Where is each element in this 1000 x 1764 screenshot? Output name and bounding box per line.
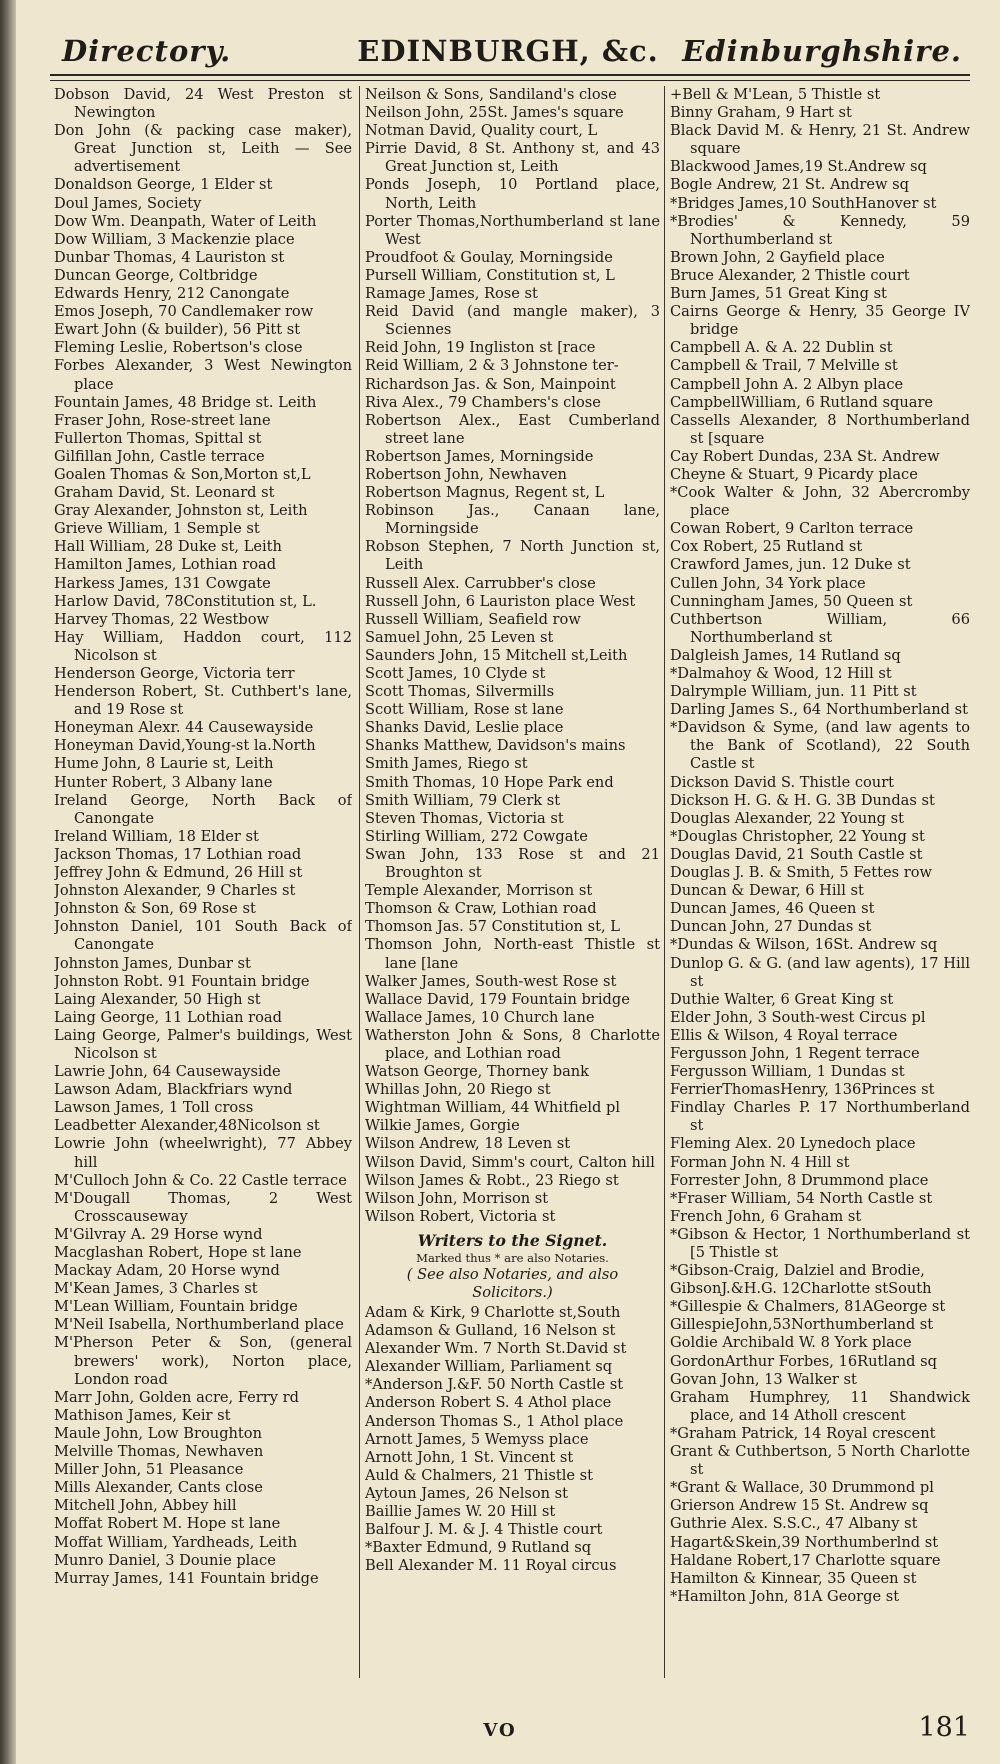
directory-entry: Honeyman David,Young-st la.North xyxy=(54,737,316,755)
page-header xyxy=(52,30,964,72)
directory-entry: Cullen John, 34 York place xyxy=(670,574,866,592)
directory-entry: Dobson David, 24 West Preston st Newington xyxy=(54,86,352,122)
directory-entry: Wallace James, 10 Church lane xyxy=(365,1008,595,1026)
directory-entry: Arnott James, 5 Wemyss place xyxy=(365,1430,589,1448)
directory-entry: Alexander Wm. 7 North St.David st xyxy=(365,1340,627,1358)
directory-entry: Emos Joseph, 70 Candlemaker row xyxy=(54,303,314,321)
directory-entry: Goalen Thomas & Son,Morton st,L xyxy=(54,465,311,483)
directory-entry: Hamilton James, Lothian road xyxy=(54,556,277,574)
directory-entry: Grierson Andrew 15 St. Andrew sq xyxy=(670,1497,929,1515)
directory-entry: Adamson & Gulland, 16 Nelson st xyxy=(365,1322,616,1340)
directory-entry: Cuthbertson William, 66 Northumberland st xyxy=(670,610,970,646)
directory-entry: Wilson John, Morrison st xyxy=(365,1189,549,1207)
directory-entry: Hay William, Haddon court, 112 Nicolson st xyxy=(54,628,352,664)
directory-entry: Aytoun James, 26 Nelson st xyxy=(365,1484,569,1502)
signature-mark: VO xyxy=(483,1720,517,1741)
directory-entry: Reid John, 19 Ingliston st [race xyxy=(365,339,596,357)
directory-entry: Watson George, Thorney bank xyxy=(365,1063,590,1081)
directory-entry: Mackay Adam, 20 Horse wynd xyxy=(54,1262,280,1280)
directory-entry: Ireland George, North Back of Canongate xyxy=(54,791,352,827)
directory-entry: M'Lean William, Fountain bridge xyxy=(54,1298,298,1316)
directory-entry: Balfour J. M. & J. 4 Thistle court xyxy=(365,1521,603,1539)
directory-entry: Murray James, 141 Fountain bridge xyxy=(54,1569,319,1587)
directory-entry: Fleming Leslie, Robertson's close xyxy=(54,339,303,357)
directory-entry: Goldie Archibald W. 8 York place xyxy=(670,1334,912,1352)
directory-entry: Reid David (and mangle maker), 3 Sciennes xyxy=(365,303,660,339)
directory-entry: Bell Alexander M. 11 Royal circus xyxy=(365,1557,617,1575)
directory-entry: *Hamilton John, 81A George st xyxy=(670,1587,900,1605)
directory-entry: Forman John N. 4 Hill st xyxy=(670,1153,850,1171)
directory-entry: Neilson John, 25St. James's square xyxy=(365,104,624,122)
directory-entry: Grant & Cuthbertson, 5 North Charlotte st xyxy=(670,1443,970,1479)
directory-entry: Anderson Thomas S., 1 Athol place xyxy=(365,1412,624,1430)
directory-entry: *Dundas & Wilson, 16St. Andrew sq xyxy=(670,936,938,954)
directory-entry: Wilkie James, Gorgie xyxy=(365,1117,520,1135)
directory-entry: M'Neil Isabella, Northumberland place xyxy=(54,1316,344,1334)
directory-entry: Grieve William, 1 Semple st xyxy=(54,520,260,538)
directory-entry: M'Kean James, 3 Charles st xyxy=(54,1280,258,1298)
directory-entry: Laing George, Palmer's buildings, West Nicolson st xyxy=(54,1026,352,1062)
column-divider-2 xyxy=(664,86,665,1678)
directory-entry: Don John (& packing case maker), Great Junction st, Leith — See advertisement xyxy=(54,122,352,176)
directory-entry: Johnston Daniel, 101 South Back of Canongate xyxy=(54,918,352,954)
page-number: 181 xyxy=(918,1712,970,1743)
directory-entry: Fergusson William, 1 Dundas st xyxy=(670,1063,905,1081)
header-rule-thin xyxy=(50,80,970,81)
directory-entry: Thomson Jas. 57 Constitution st, L xyxy=(365,918,620,936)
directory-entry: Ewart John (& builder), 56 Pitt st xyxy=(54,321,301,339)
directory-entry: Smith James, Riego st xyxy=(365,755,528,773)
book-binding-edge xyxy=(0,0,16,1764)
directory-entry: Steven Thomas, Victoria st xyxy=(365,809,564,827)
section-see-also: ( See also Notaries, and also Solicitors.) xyxy=(406,1266,619,1301)
directory-entry: Shanks David, Leslie place xyxy=(365,719,564,737)
directory-entry: Ireland William, 18 Elder st xyxy=(54,827,259,845)
directory-entry: Fleming Alex. 20 Lynedoch place xyxy=(670,1135,916,1153)
directory-entry: Thomson John, North-east Thistle st lane [lane xyxy=(365,936,660,972)
directory-entry: Hagart&Skein,39 Northumberlnd st xyxy=(670,1533,939,1551)
directory-entry: +Bell & M'Lean, 5 Thistle st xyxy=(670,86,881,103)
directory-entry: Dunbar Thomas, 4 Lauriston st xyxy=(54,248,285,266)
directory-entry: Duncan John, 27 Dundas st xyxy=(670,918,872,936)
directory-entry: Edwards Henry, 212 Canongate xyxy=(54,285,290,303)
directory-entry: Binny Graham, 9 Hart st xyxy=(670,104,852,122)
directory-entry: Douglas Alexander, 22 Young st xyxy=(670,809,905,827)
directory-entry: *Grant & Wallace, 30 Drummond pl xyxy=(670,1479,934,1497)
directory-entry: Duncan James, 46 Queen st xyxy=(670,900,875,918)
directory-entry: *Bridges James,10 SouthHanover st xyxy=(670,194,937,212)
directory-entry: Wilson James & Robt., 23 Riego st xyxy=(365,1171,619,1189)
directory-entry: Thomson & Craw, Lothian road xyxy=(365,900,597,918)
directory-entry: Campbell & Trail, 7 Melville st xyxy=(670,357,898,375)
directory-entry: Robertson John, Newhaven xyxy=(365,465,567,483)
directory-entry: M'Culloch John & Co. 22 Castle terrace xyxy=(54,1171,347,1189)
directory-entry: Jeffrey John & Edmund, 26 Hill st xyxy=(54,864,303,882)
directory-entry: *Baxter Edmund, 9 Rutland sq xyxy=(365,1539,592,1557)
directory-entry: Laing George, 11 Lothian road xyxy=(54,1008,282,1026)
directory-entry: *Dalmahoy & Wood, 12 Hill st xyxy=(670,665,892,682)
directory-entry: Campbell John A. 2 Albyn place xyxy=(670,375,904,393)
directory-entry: Fountain James, 48 Bridge st. Leith xyxy=(54,393,317,411)
directory-entry: Wilson Andrew, 18 Leven st xyxy=(365,1135,571,1153)
header-rule xyxy=(50,74,970,76)
directory-entry: Moffat William, Yardheads, Leith xyxy=(54,1533,298,1551)
directory-entry: Dickson David S. Thistle court xyxy=(670,773,895,791)
directory-entry: Douglas J. B. & Smith, 5 Fettes row xyxy=(670,864,933,882)
directory-entry: Munro Daniel, 3 Dounie place xyxy=(54,1551,276,1569)
header-center-title: EDINBURGH, &c. xyxy=(357,34,659,68)
directory-entry: Ellis & Wilson, 4 Royal terrace xyxy=(670,1026,898,1044)
directory-entry: Black David M. & Henry, 21 St. Andrew square xyxy=(670,122,970,158)
directory-entry: *Anderson J.&F. 50 North Castle st xyxy=(365,1376,624,1394)
section-note: Marked thus * are also Notaries. xyxy=(416,1251,609,1265)
directory-entry: Riva Alex., 79 Chambers's close xyxy=(365,393,601,411)
section-title: Writers to the Signet. xyxy=(417,1230,608,1250)
directory-entry: Richardson Jas. & Son, Mainpoint xyxy=(365,375,616,393)
directory-entry: Henderson George, Victoria terr xyxy=(54,665,295,682)
directory-entry: Johnston Alexander, 9 Charles st xyxy=(54,882,296,900)
directory-entry: Crawford James, jun. 12 Duke st xyxy=(670,556,911,574)
directory-entry: Cay Robert Dundas, 23A St. Andrew xyxy=(670,447,940,465)
directory-entry: Lowrie John (wheelwright), 77 Abbey hill xyxy=(54,1135,352,1171)
directory-entry: Fergusson John, 1 Regent terrace xyxy=(670,1044,920,1062)
directory-entry: Ponds Joseph, 10 Portland place, North, Leith xyxy=(365,176,660,212)
column-3 xyxy=(670,86,970,1676)
directory-entry: *Graham Patrick, 14 Royal crescent xyxy=(670,1424,936,1442)
directory-entry: Marr John, Golden acre, Ferry rd xyxy=(54,1388,299,1406)
directory-entry: French John, 6 Graham st xyxy=(670,1207,862,1225)
directory-entry: Hamilton & Kinnear, 35 Queen st xyxy=(670,1569,917,1587)
directory-entry: Wilson David, Simm's court, Calton hill xyxy=(365,1153,655,1171)
directory-entry: Porter Thomas,Northumberland st lane West xyxy=(365,212,660,248)
column-divider-1 xyxy=(359,86,360,1678)
directory-entry: *Cook Walter & John, 32 Abercromby place xyxy=(670,484,970,520)
directory-entry: Auld & Chalmers, 21 Thistle st xyxy=(365,1466,594,1484)
directory-entry: Robertson Magnus, Regent st, L xyxy=(365,484,605,502)
directory-entry: Lawson James, 1 Toll cross xyxy=(54,1099,254,1117)
directory-entry: Scott James, 10 Clyde st xyxy=(365,665,546,682)
directory-entry: Adam & Kirk, 9 Charlotte st,South xyxy=(365,1304,621,1321)
directory-entry: Govan John, 13 Walker st xyxy=(670,1370,857,1388)
directory-entry: Honeyman Alexr. 44 Causewayside xyxy=(54,719,314,737)
directory-entry: Notman David, Quality court, L xyxy=(365,122,598,140)
column-2-section-entries xyxy=(365,1304,660,1575)
directory-entry: Brown John, 2 Gayfield place xyxy=(670,248,885,266)
directory-entry: Fullerton Thomas, Spittal st xyxy=(54,429,262,447)
directory-entry: Fraser John, Rose-street lane xyxy=(54,411,271,429)
directory-entry: Gray Alexander, Johnston st, Leith xyxy=(54,502,308,520)
directory-entry: Wightman William, 44 Whitfield pl xyxy=(365,1099,620,1117)
directory-entry: Temple Alexander, Morrison st xyxy=(365,882,593,900)
directory-entry: Proudfoot & Goulay, Morningside xyxy=(365,248,613,266)
directory-entry: Moffat Robert M. Hope st lane xyxy=(54,1515,281,1533)
directory-entry: Smith William, 79 Clerk st xyxy=(365,791,561,809)
directory-entry: Scott Thomas, Silvermills xyxy=(365,683,555,701)
directory-entry: Baillie James W. 20 Hill st xyxy=(365,1503,556,1521)
directory-entry: Haldane Robert,17 Charlotte square xyxy=(670,1551,941,1569)
directory-entry: Wilson Robert, Victoria st xyxy=(365,1207,556,1225)
directory-entry: Russell John, 6 Lauriston place West xyxy=(365,592,636,610)
directory-entry: *Brodies' & Kennedy, 59 Northumberland st xyxy=(670,212,970,248)
directory-entry: Gilfillan John, Castle terrace xyxy=(54,447,265,465)
directory-entry: Cairns George & Henry, 35 George IV bridge xyxy=(670,303,970,339)
directory-entry: Samuel John, 25 Leven st xyxy=(365,628,554,646)
directory-entry: Lawrie John, 64 Causewayside xyxy=(54,1063,281,1081)
directory-entry: Cunningham James, 50 Queen st xyxy=(670,592,913,610)
directory-entry: Bruce Alexander, 2 Thistle court xyxy=(670,266,910,284)
directory-entry: Harkess James, 131 Cowgate xyxy=(54,574,271,592)
directory-entry: Saunders John, 15 Mitchell st,Leith xyxy=(365,646,628,664)
directory-entry: Campbell A. & A. 22 Dublin st xyxy=(670,339,893,357)
directory-entry: Douglas David, 21 South Castle st xyxy=(670,845,923,863)
directory-entry: Blackwood James,19 St.Andrew sq xyxy=(670,158,927,176)
directory-entry: Maule John, Low Broughton xyxy=(54,1424,262,1442)
directory-entry: Miller John, 51 Pleasance xyxy=(54,1461,244,1479)
directory-entry: Pirrie David, 8 St. Anthony st, and 43 Great Junction st, Leith xyxy=(365,140,660,176)
directory-entry: FerrierThomasHenry, 136Princes st xyxy=(670,1081,935,1099)
column-1 xyxy=(54,86,352,1676)
directory-entry: Russell William, Seafield row xyxy=(365,610,581,628)
directory-entry: Donaldson George, 1 Elder st xyxy=(54,176,273,194)
directory-entry: Forbes Alexander, 3 West Newington place xyxy=(54,357,352,393)
directory-entry: Shanks Matthew, Davidson's mains xyxy=(365,737,626,755)
directory-entry: Dickson H. G. & H. G. 3B Dundas st xyxy=(670,791,935,809)
directory-entry: Elder John, 3 South-west Circus pl xyxy=(670,1008,926,1026)
directory-entry: Johnston & Son, 69 Rose st xyxy=(54,900,256,918)
directory-entry: Watherston John & Sons, 8 Charlotte place, and Lothian road xyxy=(365,1026,660,1062)
directory-entry: Pursell William, Constitution st, L xyxy=(365,266,615,284)
directory-entry: Smith Thomas, 10 Hope Park end xyxy=(365,773,614,791)
directory-entry: Whillas John, 20 Riego st xyxy=(365,1081,551,1099)
directory-entry: Lawson Adam, Blackfriars wynd xyxy=(54,1081,293,1099)
directory-entry: GibsonJ.&H.G. 12Charlotte stSouth xyxy=(670,1280,932,1298)
directory-entry: CampbellWilliam, 6 Rutland square xyxy=(670,393,934,411)
directory-entry: Cox Robert, 25 Rutland st xyxy=(670,538,863,556)
directory-entry: Swan John, 133 Rose st and 21 Broughton st xyxy=(365,845,660,882)
directory-entry: Duncan & Dewar, 6 Hill st xyxy=(670,882,864,900)
directory-entry: Ramage James, Rose st xyxy=(365,285,538,303)
directory-entry: Findlay Charles P. 17 Northumberland st xyxy=(670,1099,970,1135)
directory-entry: Cassells Alexander, 8 Northumberland st [square xyxy=(670,411,970,447)
directory-entry: M'Pherson Peter & Son, (general brewers' work), Norton place, London road xyxy=(54,1334,352,1388)
directory-entry: Dalgleish James, 14 Rutland sq xyxy=(670,646,901,664)
directory-entry: *Fraser William, 54 North Castle st xyxy=(670,1189,933,1207)
directory-entry: Dow William, 3 Mackenzie place xyxy=(54,230,295,248)
directory-entry: *Gillespie & Chalmers, 81AGeorge st xyxy=(670,1298,946,1316)
directory-entry: Russell Alex. Carrubber's close xyxy=(365,574,596,592)
directory-entry: Henderson Robert, St. Cuthbert's lane, and 19 Rose st xyxy=(54,683,352,719)
directory-entry: Graham David, St. Leonard st xyxy=(54,484,275,502)
directory-entry: Robinson Jas., Canaan lane, Morningside xyxy=(365,502,660,538)
directory-entry: Neilson & Sons, Sandiland's close xyxy=(365,86,617,103)
directory-entry: Macglashan Robert, Hope st lane xyxy=(54,1244,302,1261)
directory-entry: Harvey Thomas, 22 Westbow xyxy=(54,610,270,628)
directory-entry: *Gibson-Craig, Dalziel and Brodie, xyxy=(670,1262,925,1280)
directory-entry: Harlow David, 78Constitution st, L. xyxy=(54,592,317,610)
directory-entry: *Douglas Christopher, 22 Young st xyxy=(670,827,925,845)
directory-entry: GordonArthur Forbes, 16Rutland sq xyxy=(670,1352,937,1370)
directory-entry: Wallace David, 179 Fountain bridge xyxy=(365,990,630,1008)
directory-entry: Walker James, South-west Rose st xyxy=(365,972,617,990)
directory-entry: Jackson Thomas, 17 Lothian road xyxy=(54,845,302,863)
directory-entry: Darling James S., 64 Northumberland st xyxy=(670,701,968,719)
directory-entry: Dunlop G. & G. (and law agents), 17 Hill st xyxy=(670,954,970,990)
directory-entry: Hume John, 8 Laurie st, Leith xyxy=(54,755,274,773)
column-2-entries xyxy=(365,86,660,1226)
directory-entry: Reid William, 2 & 3 Johnstone ter- xyxy=(365,357,619,375)
directory-entry: Stirling William, 272 Cowgate xyxy=(365,827,588,845)
directory-entry: Dalrymple William, jun. 11 Pitt st xyxy=(670,683,917,701)
directory-entry: Graham Humphrey, 11 Shandwick place, and 14 Atholl crescent xyxy=(670,1388,970,1424)
directory-entry: Forrester John, 8 Drummond place xyxy=(670,1171,929,1189)
header-right-title: Edinburghshire. xyxy=(682,34,962,68)
directory-entry: Bogle Andrew, 21 St. Andrew sq xyxy=(670,176,909,194)
directory-entry: Dow Wm. Deanpath, Water of Leith xyxy=(54,212,317,230)
directory-entry: Anderson Robert S. 4 Athol place xyxy=(365,1394,612,1412)
directory-entry: Duthie Walter, 6 Great King st xyxy=(670,990,894,1008)
directory-entry: M'Gilvray A. 29 Horse wynd xyxy=(54,1225,263,1243)
header-left-title: Directory. xyxy=(62,34,232,68)
directory-entry: Laing Alexander, 50 High st xyxy=(54,990,261,1008)
directory-entry: Doul James, Society xyxy=(54,194,202,212)
directory-entry: Melville Thomas, Newhaven xyxy=(54,1443,264,1461)
directory-entry: Mitchell John, Abbey hill xyxy=(54,1497,237,1515)
directory-entry: Johnston Robt. 91 Fountain bridge xyxy=(54,972,310,990)
column-2 xyxy=(365,86,660,1676)
directory-entry: *Davidson & Syme, (and law agents to the Bank of Scotland), 22 South Castle st xyxy=(670,719,970,773)
directory-entry: Duncan George, Coltbridge xyxy=(54,266,258,284)
directory-entry: Cowan Robert, 9 Carlton terrace xyxy=(670,520,914,538)
directory-entry: Robson Stephen, 7 North Junction st, Leith xyxy=(365,538,660,574)
directory-entry: Mills Alexander, Cants close xyxy=(54,1479,263,1497)
directory-entry: Robertson James, Morningside xyxy=(365,447,594,465)
directory-entry: GillespieJohn,53Northumberland st xyxy=(670,1316,934,1334)
directory-entry: *Gibson & Hector, 1 Northumberland st [5 Thistle st xyxy=(670,1225,970,1261)
directory-entry: Cheyne & Stuart, 9 Picardy place xyxy=(670,465,918,483)
directory-entry: Johnston James, Dunbar st xyxy=(54,954,251,972)
directory-entry: Arnott John, 1 St. Vincent st xyxy=(365,1448,574,1466)
directory-entry: Scott William, Rose st lane xyxy=(365,701,564,719)
directory-entry: Alexander William, Parliament sq xyxy=(365,1358,613,1376)
directory-entry: Leadbetter Alexander,48Nicolson st xyxy=(54,1117,320,1135)
directory-entry: Mathison James, Keir st xyxy=(54,1406,231,1424)
directory-entry: Hall William, 28 Duke st, Leith xyxy=(54,538,282,556)
directory-entry: Robertson Alex., East Cumberland street lane xyxy=(365,411,660,447)
directory-entry: M'Dougall Thomas, 2 West Crosscauseway xyxy=(54,1189,352,1225)
directory-entry: Guthrie Alex. S.S.C., 47 Albany st xyxy=(670,1515,918,1533)
directory-entry: Hunter Robert, 3 Albany lane xyxy=(54,773,273,791)
directory-entry: Burn James, 51 Great King st xyxy=(670,285,887,303)
